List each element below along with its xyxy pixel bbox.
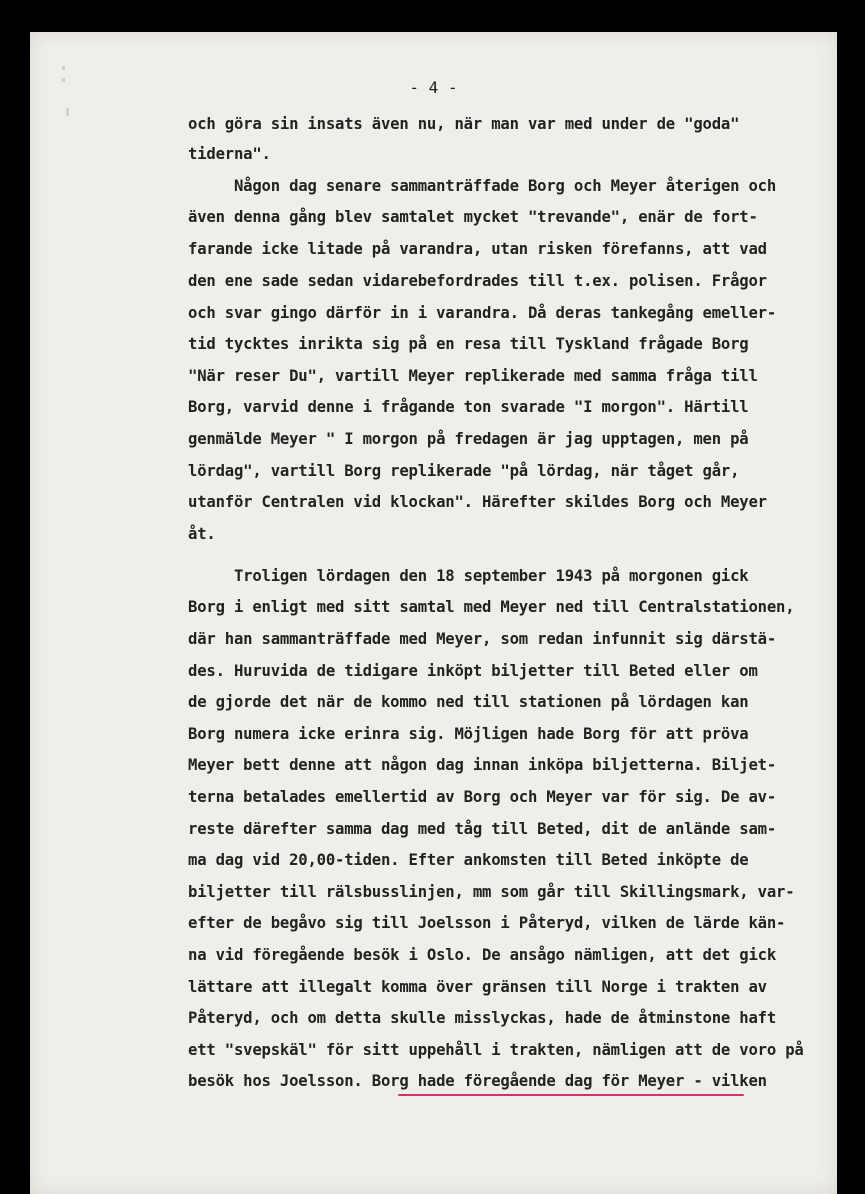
- document-page: [30, 32, 837, 1194]
- text-line: utanför Centralen vid klockan". Härefter skildes Borg och Meyer: [188, 493, 767, 511]
- binder-hole-mark: [66, 108, 69, 116]
- text-line: Någon dag senare sammanträffade Borg och Meyer återigen och: [188, 177, 777, 195]
- text-line: den ene sade sedan vidarebefordrades till t.ex. polisen. Frågor: [188, 272, 767, 290]
- text-line: des. Huruvida de tidigare inköpt biljetter till Beted eller om: [188, 662, 758, 680]
- text-line: Borg, varvid denne i frågande ton svarade "I morgon". Härtill: [188, 398, 749, 416]
- text-line: besök hos Joelsson. Borg hade föregående dag för Meyer - vilken: [188, 1072, 767, 1090]
- text-line: lördag", vartill Borg replikerade "på lördag, när tåget går,: [188, 462, 740, 480]
- text-line: även denna gång blev samtalet mycket "trevande", enär de fort-: [188, 208, 758, 226]
- text-line: farande icke litade på varandra, utan risken förefanns, att vad: [188, 240, 767, 258]
- text-line: tiderna".: [188, 145, 271, 163]
- text-line: ett "svepskäl" för sitt uppehåll i trakten, nämligen att de voro på: [188, 1041, 804, 1059]
- text-line: och svar gingo därför in i varandra. Då deras tankegång emeller-: [188, 304, 777, 322]
- text-line: "När reser Du", vartill Meyer replikerade med samma fråga till: [188, 367, 758, 385]
- text-line: de gjorde det när de kommo ned till stationen på lördagen kan: [188, 693, 749, 711]
- text-line: biljetter till rälsbusslinjen, mm som går till Skillingsmark, var-: [188, 883, 795, 901]
- text-line: Troligen lördagen den 18 september 1943 på morgonen gick: [188, 567, 749, 585]
- text-line: reste därefter samma dag med tåg till Beted, dit de anlände sam-: [188, 820, 777, 838]
- text-line: åt.: [188, 525, 216, 543]
- page-number: - 4 -: [409, 78, 458, 97]
- text-line: Påteryd, och om detta skulle misslyckas, hade de åtminstone haft: [188, 1009, 777, 1027]
- text-line: och göra sin insats även nu, när man var med under de "goda": [188, 115, 740, 133]
- text-line: na vid föregående besök i Oslo. De ansågo nämligen, att det gick: [188, 946, 777, 964]
- text-line: genmälde Meyer " I morgon på fredagen är jag upptagen, men på: [188, 430, 749, 448]
- red-underline-mark: [398, 1094, 744, 1096]
- text-line: ma dag vid 20,00-tiden. Efter ankomsten till Beted inköpte de: [188, 851, 749, 869]
- binder-hole-mark: [62, 78, 65, 82]
- text-line: Meyer bett denne att någon dag innan inköpa biljetterna. Biljet-: [188, 756, 777, 774]
- text-line: Borg numera icke erinra sig. Möjligen hade Borg för att pröva: [188, 725, 749, 743]
- text-line: lättare att illegalt komma över gränsen till Norge i trakten av: [188, 978, 767, 996]
- text-line: där han sammanträffade med Meyer, som redan infunnit sig därstä-: [188, 630, 777, 648]
- binder-hole-mark: [62, 66, 65, 70]
- text-line: Borg i enligt med sitt samtal med Meyer ned till Centralstationen,: [188, 598, 795, 616]
- text-line: efter de begåvo sig till Joelsson i Påteryd, vilken de lärde kän-: [188, 914, 786, 932]
- text-line: terna betalades emellertid av Borg och Meyer var för sig. De av-: [188, 788, 777, 806]
- text-line: tid tycktes inrikta sig på en resa till Tyskland frågade Borg: [188, 335, 749, 353]
